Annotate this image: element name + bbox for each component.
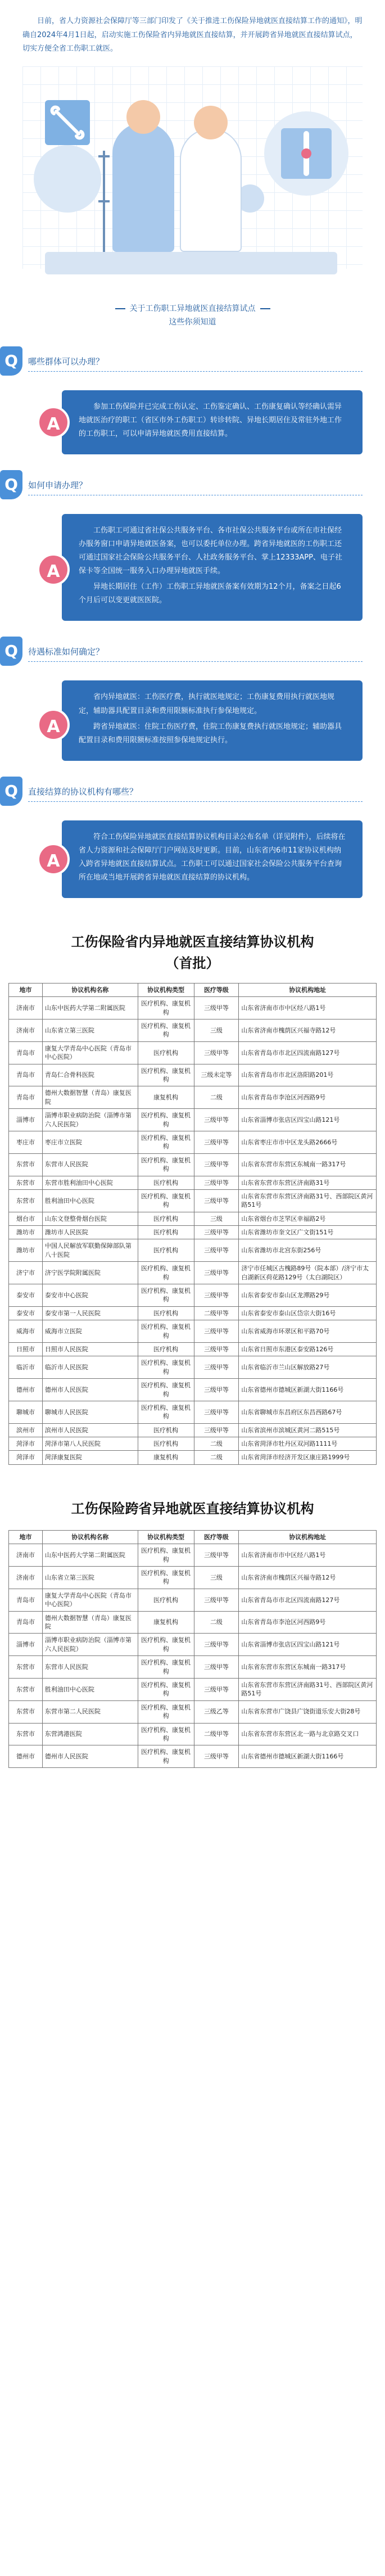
table-cell: 山东省立第三医院: [42, 1019, 138, 1042]
table-cell: 枣庄市立医院: [42, 1131, 138, 1153]
hero-caption: [0, 303, 385, 330]
table-cell: 山东省德州市德城区新湖大街1166号: [239, 1745, 377, 1768]
table-cell: 东营鸿港医院: [42, 1723, 138, 1745]
question-text: 哪些群体可以办理？: [28, 357, 105, 367]
col-header: 地市: [9, 983, 43, 996]
table-cell: 东营市第二人民医院: [42, 1700, 138, 1723]
table-cell: 医疗机构、康复机构: [138, 1379, 194, 1401]
table-cell: 三级: [194, 1212, 239, 1225]
table-cell: 山东中医药大学第二附属医院: [42, 1544, 138, 1567]
table-row: [9, 1284, 377, 1307]
table-cell: 山东省东营市东营区北一路与北京路交叉口: [239, 1723, 377, 1745]
qa-block-4: [0, 777, 385, 898]
table-cell: 泰安市: [9, 1284, 43, 1307]
table-cell: 医疗机构、康复机构: [138, 1131, 194, 1153]
table-row: [9, 1356, 377, 1379]
table-row: [9, 1064, 377, 1086]
table-cell: 德州大数据智慧（青岛）康复医院: [42, 1086, 138, 1109]
col-header: 协议机构类型: [138, 983, 194, 996]
table-cell: 德州市人民医院: [42, 1379, 138, 1401]
table-header-row: [9, 1530, 377, 1544]
question-text: 直接结算的协议机构有哪些？: [28, 786, 138, 797]
table-cell: 山东省青岛市李沧区河西路9号: [239, 1611, 377, 1634]
table-cell: 山东省潍坊市奎文区广文街151号: [239, 1226, 377, 1239]
table-cell: 山东省泰安市泰山区岱宗大街16号: [239, 1306, 377, 1320]
table-cell: 济南市: [9, 1567, 43, 1589]
table-row: [9, 1567, 377, 1589]
table-cell: 泰安市: [9, 1306, 43, 1320]
question-text: 如何申请办理？: [28, 480, 88, 491]
table-cell: 济宁医学院附属医院: [42, 1262, 138, 1284]
table-cell: 山东省菏泽市牡丹区双河路1111号: [239, 1437, 377, 1451]
table-cell: 医疗机构、康复机构: [138, 1064, 194, 1086]
table-row: [9, 1437, 377, 1451]
table-cell: 山东省青岛市市北区四流南路127号: [239, 1041, 377, 1064]
table-cell: 东营市人民医院: [42, 1153, 138, 1176]
table-cell: 三级甲等: [194, 1544, 239, 1567]
table-cell: 淄博市职业病防治院（淄博市第六人民医院）: [42, 1109, 138, 1131]
table-cell: 三级甲等: [194, 1356, 239, 1379]
table-cell: 东营市: [9, 1656, 43, 1679]
answer-paragraph: 参加工伤保险并已完成工伤认定、工伤鉴定确认、工伤康复确认等经确认需异地就医治疗的职工（省区市外工伤职工）转诊转院、异地长期居住及常驻外地工作的工伤职工，可以申请异地就医费用直接结算。: [79, 403, 342, 439]
table-cell: 三级甲等: [194, 1262, 239, 1284]
table-cell: 山东省济南市槐荫区兴福寺路12号: [239, 1019, 377, 1042]
table-cell: 济宁市: [9, 1262, 43, 1284]
table-cell: 青岛市: [9, 1041, 43, 1064]
hero-caption-line-2: 这些你须知道: [169, 317, 216, 327]
answer-paragraph: 工伤职工可通过省社保公共服务平台、各市社保公共服务平台或所在市社保经办服务窗口申请异地就医备案，也可以委托单位办理。跨省异地就医的工伤职工还可通过国家社会保险公共服务平台、人社政务服务平台、掌上12333APP、电子社保卡等全国统一服务入口办理异地就医手续。: [79, 526, 342, 576]
table-row: [9, 1189, 377, 1212]
table-cell: 三级: [194, 1567, 239, 1589]
table-cell: 三级甲等: [194, 1589, 239, 1611]
table-row: [9, 1634, 377, 1656]
doctor-figure: [180, 128, 242, 252]
table-cell: 医疗机构、康复机构: [138, 1320, 194, 1343]
answer-paragraph: 省内异地就医：工伤医疗费，执行就医地规定；工伤康复费用执行就医地规定，辅助器具配置目录和费用限额标准执行参保地规定。: [79, 693, 335, 715]
table-cell: 医疗机构: [138, 1342, 194, 1356]
hero-caption-line-1: 关于工伤职工异地就医直接结算试点: [129, 304, 256, 314]
col-header: 医疗等级: [194, 1530, 239, 1544]
question-underline: [28, 371, 363, 372]
a-badge-icon: A: [37, 843, 70, 876]
table-row: [9, 1262, 377, 1284]
table-cell: 东营市: [9, 1723, 43, 1745]
table-cell: 二级甲等: [194, 1723, 239, 1745]
section2-title: 工伤保险跨省异地就医直接结算协议机构: [71, 1500, 314, 1517]
answer-box: [47, 514, 363, 621]
patient-figure: [112, 123, 174, 252]
table-cell: 聊城市: [9, 1401, 43, 1423]
table-cell: 东营市: [9, 1678, 43, 1700]
question-underline: [28, 801, 363, 802]
table-cell: 山东省青岛市市北区洛阳路201号: [239, 1064, 377, 1086]
a-badge-icon: A: [37, 709, 70, 741]
table-row: [9, 1176, 377, 1189]
table-cell: 三级甲等: [194, 1678, 239, 1700]
col-header: 协议机构名称: [42, 1530, 138, 1544]
table-cell: 医疗机构、康复机构: [138, 1401, 194, 1423]
table-cell: 三级甲等: [194, 1379, 239, 1401]
q-badge-icon: Q: [0, 470, 22, 499]
table-row: [9, 1745, 377, 1768]
table-cell: 济宁市任城区古槐路89号（院本部）/济宁市太白湖新区荷花路129号（太白湖院区）: [239, 1262, 377, 1284]
question-row: [0, 346, 385, 382]
table-row: [9, 1379, 377, 1401]
table-cell: 枣庄市: [9, 1131, 43, 1153]
table-cell: 二级: [194, 1086, 239, 1109]
table-cell: 德州市: [9, 1379, 43, 1401]
table-header-row: [9, 983, 377, 996]
table-cell: 淄博市: [9, 1109, 43, 1131]
hero-illustration: [0, 66, 385, 331]
patient-head: [126, 100, 160, 134]
table-cell: 山东省东营市东营区济南路31号、西部院区黄河路51号: [239, 1189, 377, 1212]
a-badge-icon: A: [37, 553, 70, 586]
table-row: [9, 1086, 377, 1109]
table-row: [9, 1401, 377, 1423]
table-cell: 临沂市: [9, 1356, 43, 1379]
table-cell: 三级甲等: [194, 1745, 239, 1768]
table-cell: 潍坊市人民医院: [42, 1226, 138, 1239]
table-cell: 二级: [194, 1437, 239, 1451]
table-cell: 三级甲等: [194, 1109, 239, 1131]
table-cell: 三级甲等: [194, 1189, 239, 1212]
table-cell: 东营市: [9, 1176, 43, 1189]
table-cell: 医疗机构: [138, 1589, 194, 1611]
table-cell: 东营市胜利油田中心医院: [42, 1176, 138, 1189]
table-cell: 德州市人民医院: [42, 1745, 138, 1768]
table-cell: 康复机构: [138, 1451, 194, 1464]
table-cell: 济南市: [9, 997, 43, 1019]
table-cell: 山东省菏泽市经济开发区康庄路1999号: [239, 1451, 377, 1464]
table-cell: 山东省临沂市兰山区解放路27号: [239, 1356, 377, 1379]
table-cell: 三级甲等: [194, 997, 239, 1019]
answer-paragraph: 跨省异地就医：住院工伤医疗费，住院工伤康复费执行就医地规定；辅助器具配置目录和费用限额标准按照参保地规定执行。: [79, 722, 342, 745]
table-cell: 滨州市: [9, 1423, 43, 1437]
table-cell: 东营市: [9, 1189, 43, 1212]
section1-title: 工伤保险省内异地就医直接结算协议机构: [71, 933, 314, 950]
table-cell: 山东省德州市德城区新湖大街1166号: [239, 1379, 377, 1401]
question-text: 待遇标准如何确定？: [28, 647, 105, 657]
table-cell: 三级乙等: [194, 1700, 239, 1723]
table-cell: 山东省东营市东营区东城南一路317号: [239, 1153, 377, 1176]
table-cell: 青岛市: [9, 1611, 43, 1634]
col-header: 协议机构类型: [138, 1530, 194, 1544]
footer-space: [0, 1768, 385, 1785]
table-cell: 三级甲等: [194, 1226, 239, 1239]
table-row: [9, 1019, 377, 1042]
table-cell: 菏泽康复医院: [42, 1451, 138, 1464]
table-cell: 临沂市人民医院: [42, 1356, 138, 1379]
table-cell: 医疗机构、康复机构: [138, 1262, 194, 1284]
table-cell: 三级甲等: [194, 1239, 239, 1262]
table-row: [9, 1131, 377, 1153]
table-cell: 青岛市: [9, 1064, 43, 1086]
table-cell: 淄博市: [9, 1634, 43, 1656]
table-cell: 康复大学青岛中心医院（青岛市中心医院）: [42, 1041, 138, 1064]
qa-block-1: [0, 346, 385, 454]
table-cell: 山东省泰安市泰山区龙潭路29号: [239, 1284, 377, 1307]
section1-table-body: [9, 997, 377, 1465]
table-cell: 山东省济南市市中区经八路1号: [239, 997, 377, 1019]
table-cell: 聊城市人民医院: [42, 1401, 138, 1423]
qa-block-3: [0, 637, 385, 760]
table-cell: 山东省威海市环翠区和平路70号: [239, 1320, 377, 1343]
table-cell: 三级甲等: [194, 1401, 239, 1423]
col-header: 协议机构地址: [239, 983, 377, 996]
table-cell: 三级甲等: [194, 1041, 239, 1064]
table-cell: 三级甲等: [194, 1284, 239, 1307]
table-cell: 三级甲等: [194, 1342, 239, 1356]
a-badge-icon: A: [37, 406, 70, 439]
table-cell: 菏泽市: [9, 1437, 43, 1451]
table-row: [9, 1656, 377, 1679]
table-cell: 山东省济南市槐荫区兴福寺路12号: [239, 1567, 377, 1589]
table-cell: 康复机构: [138, 1086, 194, 1109]
table-row: [9, 1306, 377, 1320]
table-row: [9, 1153, 377, 1176]
table-cell: 山东省烟台市芝罘区幸福路2号: [239, 1212, 377, 1225]
section2-table-body: [9, 1544, 377, 1768]
q-badge-icon: Q: [0, 637, 22, 666]
table-cell: 医疗机构、康复机构: [138, 1019, 194, 1042]
table-row: [9, 1451, 377, 1464]
table-cell: 山东省淄博市张店区四宝山路121号: [239, 1109, 377, 1131]
table-cell: 山东省立第三医院: [42, 1567, 138, 1589]
table-cell: 山东省潍坊市北宫东街256号: [239, 1239, 377, 1262]
table-cell: 胜利油田中心医院: [42, 1189, 138, 1212]
table-row: [9, 1423, 377, 1437]
table-cell: 医疗机构、康复机构: [138, 1656, 194, 1679]
qa-block-2: [0, 470, 385, 621]
table-cell: 潍坊市: [9, 1226, 43, 1239]
table-cell: 医疗机构: [138, 1437, 194, 1451]
table-row: [9, 1544, 377, 1567]
table-cell: 中国人民解放军联勤保障部队第八十医院: [42, 1239, 138, 1262]
table-cell: 山东省东营市东营区东城南一路317号: [239, 1656, 377, 1679]
table-cell: 威海市: [9, 1320, 43, 1343]
table-cell: 医疗机构: [138, 1041, 194, 1064]
table-cell: 医疗机构: [138, 1306, 194, 1320]
table-row: [9, 1611, 377, 1634]
answer-box: [47, 680, 363, 760]
table-cell: 济南市: [9, 1544, 43, 1567]
table-cell: 康复机构: [138, 1611, 194, 1634]
table-cell: 三级甲等: [194, 1131, 239, 1153]
table-cell: 山东省青岛市市北区四流南路127号: [239, 1589, 377, 1611]
table-cell: 东营市: [9, 1700, 43, 1723]
table-cell: 德州大数据智慧（青岛）康复医院: [42, 1611, 138, 1634]
table-cell: 医疗机构、康复机构: [138, 1153, 194, 1176]
table-row: [9, 1342, 377, 1356]
table-cell: 淄博市职业病防治院（淄博市第六人民医院）: [42, 1634, 138, 1656]
table-cell: 医疗机构、康复机构: [138, 1189, 194, 1212]
table-cell: 三级甲等: [194, 1176, 239, 1189]
table-row: [9, 1041, 377, 1064]
table-cell: 青岛市: [9, 1589, 43, 1611]
table-cell: 威海市立医院: [42, 1320, 138, 1343]
bone-xray-icon: [34, 89, 101, 156]
crutch-icon: [96, 151, 112, 252]
table-cell: 医疗机构、康复机构: [138, 1723, 194, 1745]
question-underline: [28, 661, 363, 662]
col-header: 医疗等级: [194, 983, 239, 996]
table-row: [9, 1700, 377, 1723]
table-cell: 山东省东营市东营区济南路31号: [239, 1176, 377, 1189]
answer-box: [47, 390, 363, 454]
table-cell: 医疗机构: [138, 1212, 194, 1225]
table-cell: 日照市人民医院: [42, 1342, 138, 1356]
question-row: [0, 470, 385, 506]
table-cell: 山东省青岛市李沧区河西路9号: [239, 1086, 377, 1109]
table-cell: 山东文登整骨烟台医院: [42, 1212, 138, 1225]
table-cell: 医疗机构、康复机构: [138, 1678, 194, 1700]
table-cell: 医疗机构: [138, 1423, 194, 1437]
table-cell: 三级: [194, 1019, 239, 1042]
knee-xray-icon: [275, 123, 337, 184]
table-cell: 二级: [194, 1611, 239, 1634]
table-cell: 青岛仁合骨科医院: [42, 1064, 138, 1086]
table-cell: 菏泽市: [9, 1451, 43, 1464]
hero-desk: [45, 252, 337, 274]
table-cell: 山东省滨州市滨城区黄河二路515号: [239, 1423, 377, 1437]
table-cell: 医疗机构、康复机构: [138, 1109, 194, 1131]
q-badge-icon: Q: [0, 777, 22, 806]
table-row: [9, 1723, 377, 1745]
table-cell: 医疗机构: [138, 1226, 194, 1239]
table-cell: 三级甲等: [194, 1634, 239, 1656]
table-row: [9, 1109, 377, 1131]
table-cell: 医疗机构: [138, 1176, 194, 1189]
intro-paragraph: 日前，省人力资源社会保障厅等三部门印发了《关于推进工伤保险异地就医直接结算工作的通知》，明确自2024年4月1日起，启动实施工伤保险省内异地就医直接结算，并开展跨省异地就医直接结算试点，切实方便全省工伤职工就医。: [22, 17, 363, 53]
table-cell: 泰安市中心医院: [42, 1284, 138, 1307]
table-cell: 医疗机构、康复机构: [138, 1567, 194, 1589]
answer-box: [47, 820, 363, 898]
table-row: [9, 1212, 377, 1225]
table-cell: 山东省济南市市中区经八路1号: [239, 1544, 377, 1567]
table-cell: 山东省聊城市东昌府区东昌西路67号: [239, 1401, 377, 1423]
col-header: 地市: [9, 1530, 43, 1544]
table-cell: 山东中医药大学第二附属医院: [42, 997, 138, 1019]
table-cell: 东营市: [9, 1153, 43, 1176]
table-cell: 医疗机构、康复机构: [138, 1634, 194, 1656]
table-cell: 德州市: [9, 1745, 43, 1768]
col-header: 协议机构名称: [42, 983, 138, 996]
table-cell: 山东省枣庄市市中区龙头路2666号: [239, 1131, 377, 1153]
section1-subtitle: （首批）: [165, 954, 220, 971]
table-cell: 三级甲等: [194, 1320, 239, 1343]
table-cell: 青岛市: [9, 1086, 43, 1109]
question-row: [0, 777, 385, 813]
table-row: [9, 1320, 377, 1343]
table-cell: 济南市: [9, 1019, 43, 1042]
table-row: [9, 1589, 377, 1611]
table-cell: 山东省东营市广饶县广饶街道乐安大街28号: [239, 1700, 377, 1723]
table-row: [9, 1226, 377, 1239]
section1-table: [8, 983, 377, 1465]
table-cell: 菏泽市第八人民医院: [42, 1437, 138, 1451]
table-cell: 日照市: [9, 1342, 43, 1356]
table-cell: 医疗机构、康复机构: [138, 1356, 194, 1379]
table-cell: 三级甲等: [194, 1153, 239, 1176]
table-cell: 三级甲等: [194, 1656, 239, 1679]
table-cell: 三级甲等: [194, 1423, 239, 1437]
table-cell: 二级甲等: [194, 1306, 239, 1320]
table-cell: 山东省淄博市张店区四宝山路121号: [239, 1634, 377, 1656]
question-row: [0, 637, 385, 673]
q-badge-icon: Q: [0, 346, 22, 376]
col-header: 协议机构地址: [239, 1530, 377, 1544]
table-cell: 三级未定等: [194, 1064, 239, 1086]
table-cell: 医疗机构、康复机构: [138, 997, 194, 1019]
table-cell: 潍坊市: [9, 1239, 43, 1262]
table-cell: 医疗机构、康复机构: [138, 1544, 194, 1567]
table-cell: 山东省东营市东营区济南路31号、西部院区黄河路51号: [239, 1678, 377, 1700]
table-row: [9, 997, 377, 1019]
table-cell: 医疗机构、康复机构: [138, 1284, 194, 1307]
section2-table: [8, 1530, 377, 1768]
table-cell: 康复大学青岛中心医院（青岛市中心医院）: [42, 1589, 138, 1611]
table-cell: 烟台市: [9, 1212, 43, 1225]
table-cell: 东营市人民医院: [42, 1656, 138, 1679]
answer-paragraph: 符合工伤保险异地就医直接结算协议机构目录公布名单（详见附件），后续将在省人力资源和社会保障厅门户网站及时更新。目前，山东省内6市11家协议机构纳入跨省异地就医直接结算试点。工伤职工可以通过国家社会保险公共服务平台查询所在地或当地开展跨省异地就医直接结算的协议机构。: [79, 832, 346, 882]
table-cell: 泰安市第一人民医院: [42, 1306, 138, 1320]
doctor-head: [194, 106, 228, 139]
table-cell: 二级: [194, 1451, 239, 1464]
table-row: [9, 1239, 377, 1262]
table-cell: 山东省日照市东港区泰安路126号: [239, 1342, 377, 1356]
table-row: [9, 1678, 377, 1700]
table-cell: 医疗机构、康复机构: [138, 1700, 194, 1723]
answer-paragraph: 异地长期居住（工作）工伤职工异地就医备案有效期为12个月，备案之日起6个月后可以变更就医医院。: [79, 583, 341, 605]
table-cell: 滨州市人民医院: [42, 1423, 138, 1437]
table-cell: 医疗机构、康复机构: [138, 1745, 194, 1768]
table-cell: 胜利油田中心医院: [42, 1678, 138, 1700]
table-cell: 医疗机构: [138, 1239, 194, 1262]
